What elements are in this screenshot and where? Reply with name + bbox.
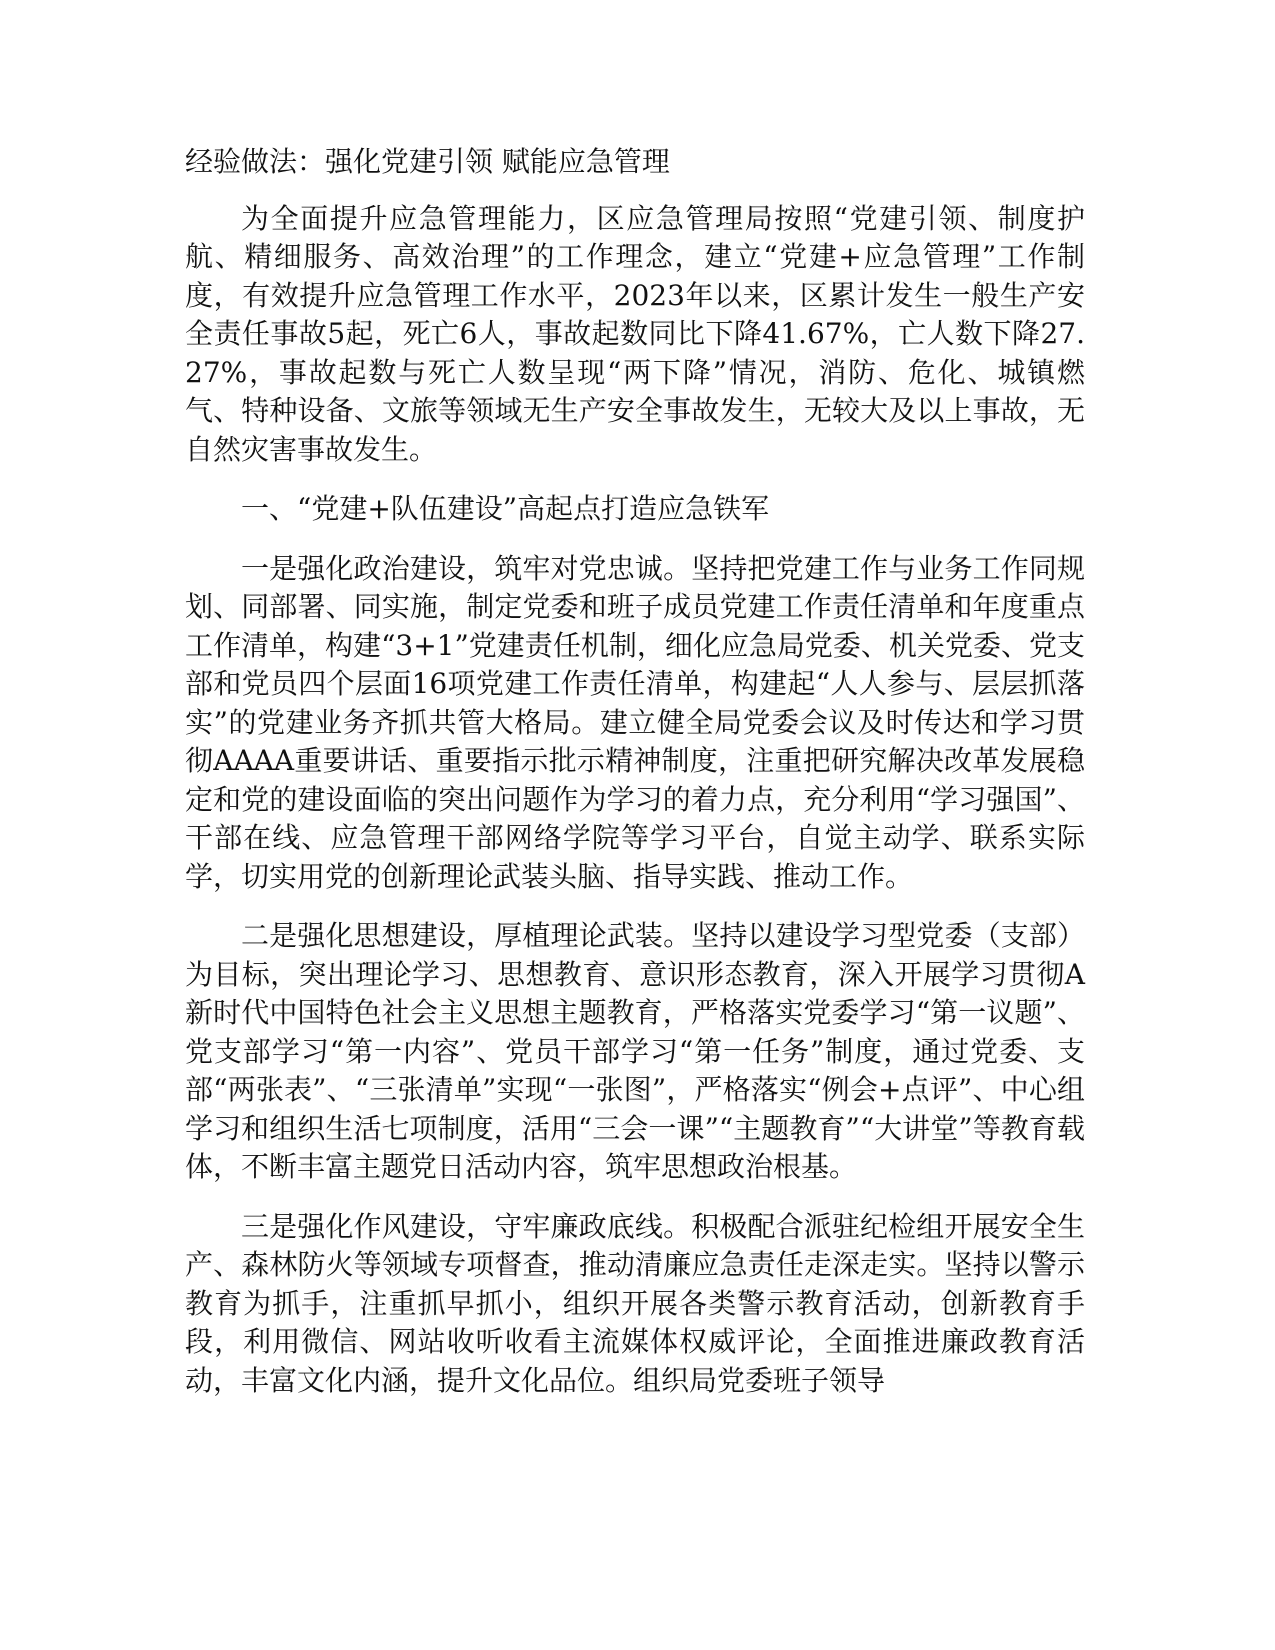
intro-paragraph: 为全面提升应急管理能力，区应急管理局按照“党建引领、制度护航、精细服务、高效治理”的工作理念，建立“党建+应急管理”工作制度，有效提升应急管理工作水平，2023年以来，区累计发生一般生产安全责任事故5起，死亡6人，事故起数同比下降41.67%，亡人数下降27.27%，事故起数与死亡人数呈现“两下降”情况，消防、危化、城镇燃气、特种设备、文旅等领域无生产安全事故发生，无较大及以上事故，无自然灾害事故发生。	[185, 201, 1085, 466]
section-heading-team-building: 一、“党建+队伍建设”高起点打造应急铁军	[241, 492, 770, 525]
paragraph-ideological-building: 二是强化思想建设，厚植理论武装。坚持以建设学习型党委（支部）为目标，突出理论学习、思想教育、意识形态教育，深入开展学习贯彻A新时代中国特色社会主义思想主题教育，严格落实党委学习“第一议题”、党支部学习“第一内容”、党员干部学习“第一任务”制度，通过党委、支部“两张表”、“三张清单”实现“一张图”，严格落实“例会+点评”、中心组学习和组织生活七项制度，活用“三会一课”“主题教育”“大讲堂”等教育载体，不断丰富主题党日活动内容，筑牢思想政治根基。	[185, 919, 1085, 1183]
document-title: 经验做法：强化党建引领 赋能应急管理	[185, 145, 670, 178]
paragraph-political-building: 一是强化政治建设，筑牢对党忠诚。坚持把党建工作与业务工作同规划、同部署、同实施，制定党委和班子成员党建工作责任清单和年度重点工作清单，构建“3+1”党建责任机制，细化应急局党委、机关党委、党支部和党员四个层面16项党建工作责任清单，构建起“人人参与、层层抓落实”的党建业务齐抓共管大格局。建立健全局党委会议及时传达和学习贯彻AAAA重要讲话、重要指示批示精神制度，注重把研究解决改革发展稳定和党的建设面临的突出问题作为学习的着力点，充分利用“学习强国”、干部在线、应急管理干部网络学院等学习平台，自觉主动学、联系实际学，切实用党的创新理论武装头脑、指导实践、推动工作。	[185, 551, 1085, 893]
document-body	[185, 143, 1085, 1421]
paragraph-work-style-building: 三是强化作风建设，守牢廉政底线。积极配合派驻纪检组开展安全生产、森林防火等领域专项督查，推动清廉应急责任走深走实。坚持以警示教育为抓手，注重抓早抓小，组织开展各类警示教育活动，创新教育手段，利用微信、网站收听收看主流媒体权威评论，全面推进廉政教育活动，丰富文化内涵，提升文化品位。组织局党委班子领导	[185, 1209, 1085, 1397]
